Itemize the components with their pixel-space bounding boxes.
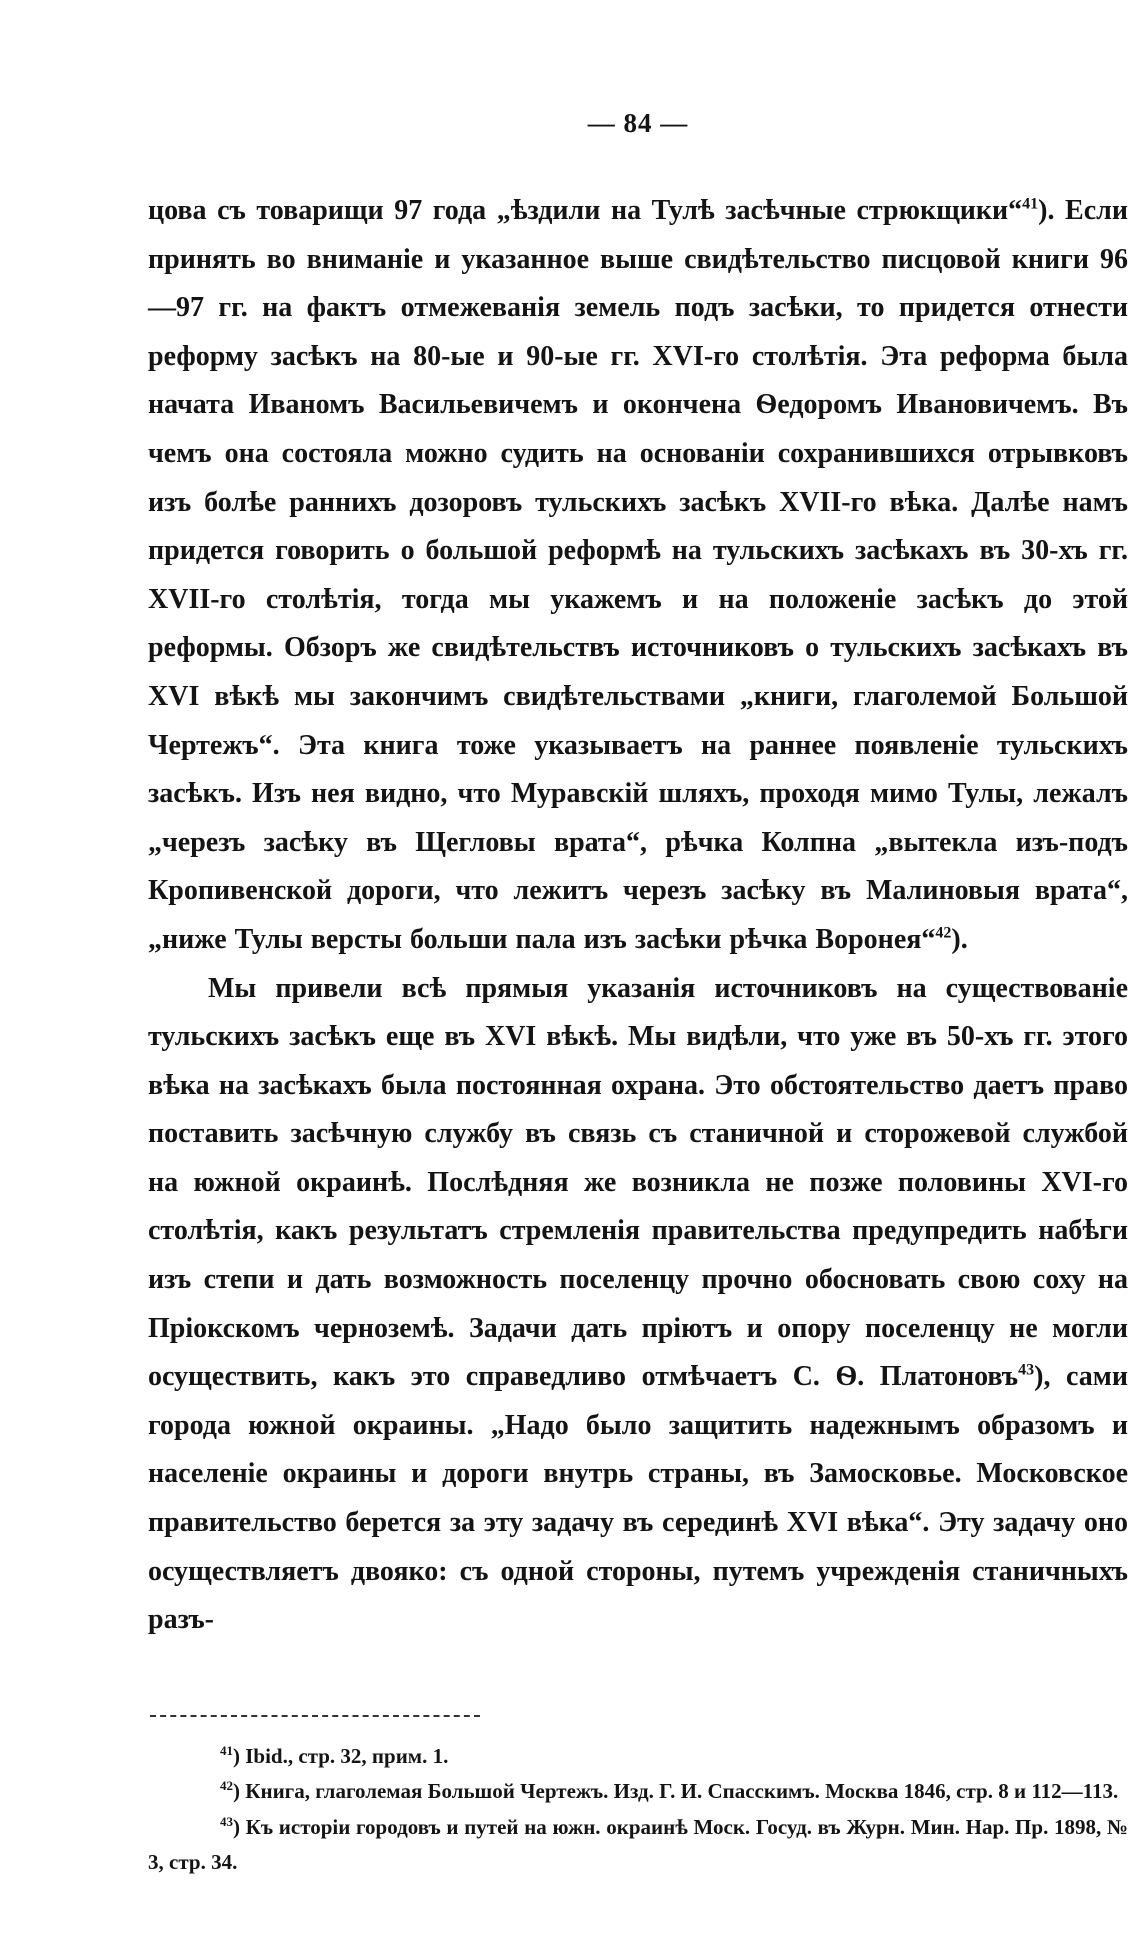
footnote-text: ) Къ исторіи городовъ и путей на южн. окраинѣ Моск. Госуд. въ Журн. Мин. Нар. Пр. 1898, № 3, стр. 34. bbox=[148, 1814, 1128, 1875]
footnote-mark: 42 bbox=[220, 1778, 233, 1794]
paragraph-text: ). Если принять во вниманіе и указанное выше свидѣтельство писцовой книги 96—97 гг. на фактъ отмежеванія земель подъ засѣки, то придется отнести реформу засѣкъ на 80-ые и 90-ые гг. XVI-го столѣтія. Эта реформа была начата Иваномъ Васильевичемъ и окончена Ѳедоромъ Ивановичемъ. Въ чемъ она состояла можно судить на основаніи сохранившихся отрывковъ изъ болѣе раннихъ дозоровъ тульскихъ засѣкъ XVII-го вѣка. Далѣе намъ придется говорить о большой реформѣ на тульскихъ засѣкахъ въ 30-хъ гг. XVII-го столѣтія, тогда мы укажемъ и на положеніе засѣкъ до этой реформы. Обзоръ же свидѣтельствъ источниковъ о тульскихъ засѣкахъ въ XVI вѣкѣ мы закончимъ свидѣтельствами „книги, глаголемой Большой Чертежъ“. Эта книга тоже указываетъ на раннее появленіе тульскихъ засѣкъ. Изъ нея видно, что Муравскій шляхъ, проходя мимо Тулы, лежалъ „черезъ засѣку въ Щегловы врата“, рѣчка Колпна „вытекла изъ-подъ Кропивенской дороги, что лежитъ черезъ засѣку въ Малиновыя врата“, „ниже Тулы версты больши пала изъ засѣки рѣчка Воронея“ bbox=[148, 195, 1128, 955]
footnotes bbox=[148, 1739, 1128, 1881]
body-text bbox=[148, 187, 1128, 1645]
footnote-reference: 41 bbox=[1022, 195, 1039, 213]
footnote-text: ) Книга, глаголемая Большой Чертежъ. Изд. Г. И. Спасскимъ. Москва 1846, стр. 8 и 112—113. bbox=[233, 1779, 1119, 1804]
paragraph bbox=[148, 965, 1128, 1645]
footnote-text: ) Ibid., стр. 32, прим. 1. bbox=[233, 1743, 449, 1768]
footnote-mark: 43 bbox=[220, 1813, 233, 1829]
footnote bbox=[148, 1810, 1128, 1881]
paragraph-text: цова съ товарищи 97 года „ѣздили на Тулѣ засѣчные стрюкщики“ bbox=[148, 195, 1023, 226]
footnote-reference: 42 bbox=[935, 924, 952, 942]
footnote-reference: 43 bbox=[1018, 1361, 1035, 1379]
paragraph-text: ), сами города южной окраины. „Надо было защитить надежнымъ образомъ и населеніе окраины и дороги внутрь страны, въ Замосковье. Московское правительство берется за эту задачу въ серединѣ XVI вѣка“. Эту задачу оно осуществляетъ двояко: съ одной стороны, путемъ учрежденія станичныхъ разъ- bbox=[148, 1361, 1128, 1636]
document-page bbox=[148, 108, 1128, 1881]
paragraph-text: Мы привели всѣ прямыя указанія источниковъ на существованіе тульскихъ засѣкъ еще въ XVI вѣкѣ. Мы видѣли, что уже въ 50-хъ гг. этого вѣка на засѣкахъ была постоянная охрана. Это обстоятельство даетъ право поставить засѣчную службу въ связь съ станичной и сторожевой службой на южной окраинѣ. Послѣдняя же возникла не позже половины XVI-го столѣтія, какъ результатъ стремленія правительства предупредить набѣги изъ степи и дать возможность поселенцу прочно обосновать свою соху на Пріокскомъ черноземѣ. Задачи дать пріютъ и опору поселенцу не могли осуществить, какъ это справедливо отмѣчаетъ С. Ѳ. Платоновъ bbox=[148, 972, 1128, 1393]
footnote bbox=[148, 1739, 1128, 1775]
paragraph bbox=[148, 187, 1128, 965]
footnote-mark: 41 bbox=[220, 1742, 233, 1758]
footnote-separator bbox=[150, 1715, 480, 1717]
page-number: — 84 — bbox=[587, 108, 689, 138]
paragraph-text: ). bbox=[951, 923, 968, 955]
footnote bbox=[148, 1774, 1128, 1810]
